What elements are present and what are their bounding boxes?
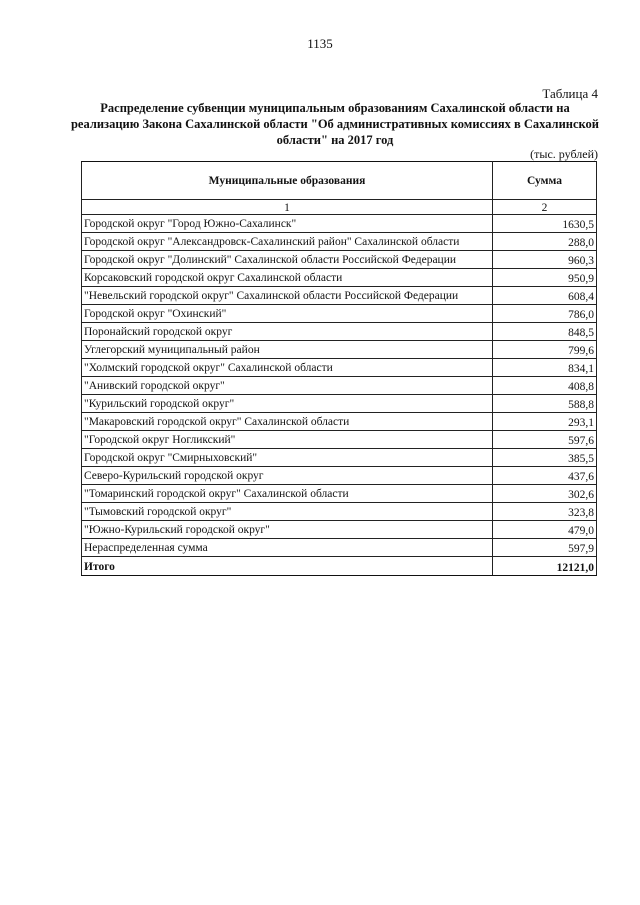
subsidy-amount: 960,3	[493, 251, 597, 269]
header-row	[82, 162, 597, 200]
municipality-name: "Курильский городской округ"	[82, 395, 493, 413]
municipality-name: "Холмский городской округ" Сахалинской области	[82, 359, 493, 377]
subsidy-amount: 588,8	[493, 395, 597, 413]
municipality-name: Городской округ "Охинский"	[82, 305, 493, 323]
subsidy-amount: 385,5	[493, 449, 597, 467]
subsidy-amount: 302,6	[493, 485, 597, 503]
municipality-name: "Невельский городской округ" Сахалинской области Российской Федерации	[82, 287, 493, 305]
subsidy-amount: 1630,5	[493, 215, 597, 233]
subsidy-amount: 597,9	[493, 539, 597, 557]
municipality-name: Поронайский городской округ	[82, 323, 493, 341]
municipality-name: Городской округ "Александровск-Сахалинский район" Сахалинской области	[82, 233, 493, 251]
table-row	[82, 233, 597, 251]
header-amount: Сумма	[493, 162, 597, 200]
municipality-name: Городской округ "Город Южно-Сахалинск"	[82, 215, 493, 233]
column-number-1: 1	[82, 200, 493, 215]
document-title: Распределение субвенции муниципальным образованиям Сахалинской области на реализацию Закона Сахалинской области "Об административных комиссиях в Сахалинской области" на 2017 год	[70, 101, 600, 147]
subsidy-amount: 437,6	[493, 467, 597, 485]
subsidy-amount: 293,1	[493, 413, 597, 431]
municipality-name: "Южно-Курильский городской округ"	[82, 521, 493, 539]
table-row	[82, 341, 597, 359]
table-row	[82, 413, 597, 431]
table-row	[82, 539, 597, 557]
subsidy-amount: 834,1	[493, 359, 597, 377]
table-row	[82, 215, 597, 233]
column-number-2: 2	[493, 200, 597, 215]
subsidy-amount: 848,5	[493, 323, 597, 341]
table-row	[82, 521, 597, 539]
municipality-name: Нераспределенная сумма	[82, 539, 493, 557]
subsidy-amount: 408,8	[493, 377, 597, 395]
units-label: (тыс. рублей)	[530, 147, 598, 161]
subsidy-amount: 597,6	[493, 431, 597, 449]
table-row	[82, 377, 597, 395]
table-row	[82, 503, 597, 521]
subsidy-amount: 608,4	[493, 287, 597, 305]
table-row	[82, 359, 597, 377]
municipality-name: "Городской округ Ногликский"	[82, 431, 493, 449]
municipality-name: Северо-Курильский городской округ	[82, 467, 493, 485]
subsidy-amount: 799,6	[493, 341, 597, 359]
municipality-name: Городской округ "Смирныховский"	[82, 449, 493, 467]
table-row	[82, 467, 597, 485]
subsidy-amount: 288,0	[493, 233, 597, 251]
table-row	[82, 449, 597, 467]
header-municipalities: Муниципальные образования	[82, 162, 493, 200]
table-label: Таблица 4	[542, 86, 598, 101]
table-row	[82, 269, 597, 287]
table-row	[82, 323, 597, 341]
total-amount: 12121,0	[493, 557, 597, 576]
table-row	[82, 251, 597, 269]
municipality-name: "Анивский городской округ"	[82, 377, 493, 395]
column-number-row	[82, 200, 597, 215]
table-row	[82, 287, 597, 305]
page-number: 1135	[307, 36, 333, 51]
total-row	[82, 557, 597, 576]
table-row	[82, 431, 597, 449]
municipality-name: Корсаковский городской округ Сахалинской области	[82, 269, 493, 287]
municipality-name: Углегорский муниципальный район	[82, 341, 493, 359]
subsidy-table	[81, 161, 597, 576]
subsidy-amount: 950,9	[493, 269, 597, 287]
subsidy-amount: 786,0	[493, 305, 597, 323]
table-row	[82, 395, 597, 413]
subsidy-amount: 479,0	[493, 521, 597, 539]
table-row	[82, 305, 597, 323]
total-label: Итого	[82, 557, 493, 576]
municipality-name: "Тымовский городской округ"	[82, 503, 493, 521]
municipality-name: Городской округ "Долинский" Сахалинской области Российской Федерации	[82, 251, 493, 269]
municipality-name: "Макаровский городской округ" Сахалинской области	[82, 413, 493, 431]
municipality-name: "Томаринский городской округ" Сахалинской области	[82, 485, 493, 503]
table-row	[82, 485, 597, 503]
subsidy-amount: 323,8	[493, 503, 597, 521]
